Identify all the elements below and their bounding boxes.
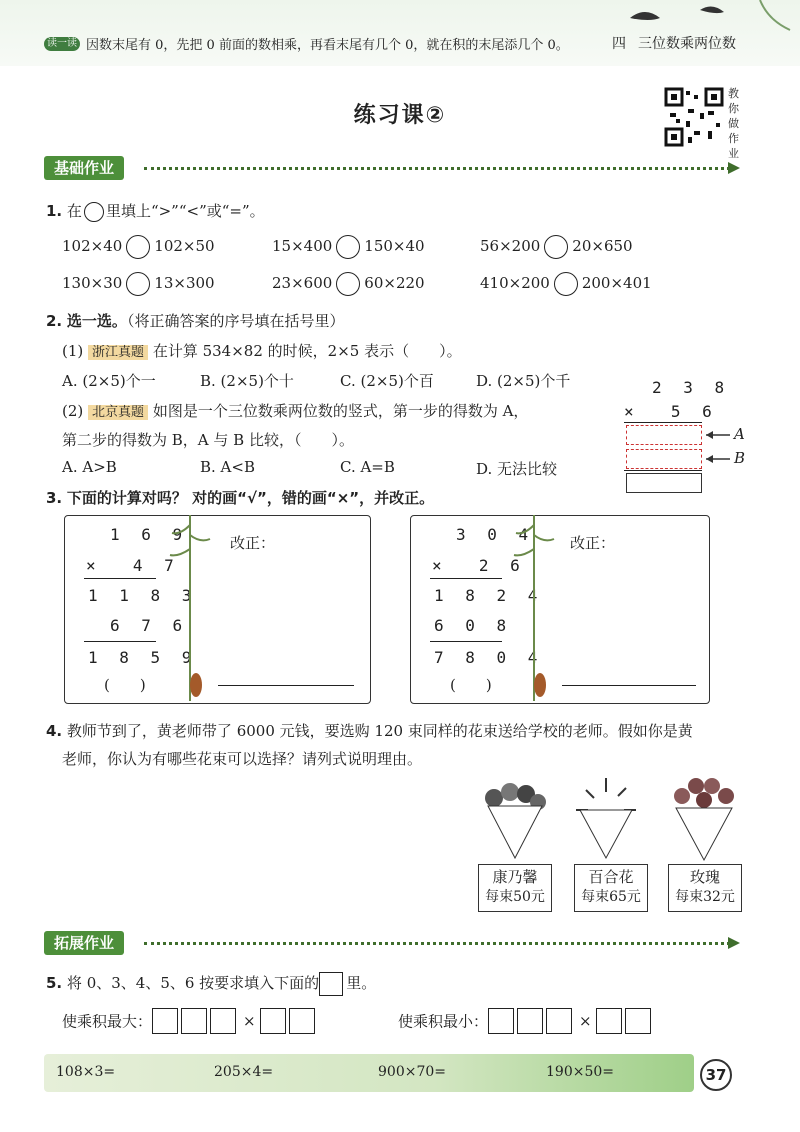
footer-exercise: 900×70=: [378, 1064, 446, 1080]
q2-number: 2.: [46, 312, 63, 330]
q1-item: [480, 272, 652, 296]
lesson-title: 练习课②: [353, 103, 447, 128]
q4-text: 教师节到了，黄老师带了 6000 元钱，要选购 120 束同样的花束送给学校的老师。假如你是黄: [66, 722, 693, 740]
carnation-bouquet-icon: [480, 778, 550, 862]
q1-item: [272, 272, 425, 296]
footer-exercise: 108×3=: [56, 1064, 116, 1080]
q2-part2-text: 如图是一个三位数乘两位数的竖式，第一步的得数为 A，: [152, 402, 529, 420]
diagram-box-sum: [626, 473, 702, 493]
diagram-label-b: B: [734, 449, 746, 467]
arrow-left-icon: [702, 426, 732, 470]
circle-icon: [84, 202, 104, 222]
q1-left: 410×200: [480, 274, 550, 292]
diagram-label-a: A: [734, 425, 745, 443]
q2-part2-option[interactable]: A. A>B: [62, 458, 117, 476]
square-icon: [319, 972, 343, 996]
flower-price: 每束65元: [581, 889, 641, 905]
q1-number: 1.: [46, 202, 63, 220]
times-icon: ×: [243, 1012, 256, 1030]
arrow-icon: [728, 162, 740, 174]
q5-number: 5.: [46, 974, 63, 992]
q2-part1-tag: 浙江真题: [88, 345, 148, 360]
q2-part2-option[interactable]: D. 无法比较: [476, 460, 558, 478]
q2-part1-option[interactable]: B. (2×5)个十: [200, 372, 294, 390]
qr-label: 教你做作业: [728, 87, 739, 160]
q2-part1-option[interactable]: C. (2×5)个百: [340, 372, 434, 390]
answer-circle[interactable]: [336, 272, 360, 296]
digit-box[interactable]: [596, 1008, 622, 1034]
calc-rule: [430, 578, 502, 579]
times-icon: ×: [579, 1012, 592, 1030]
diagram-rule: [624, 470, 702, 471]
q1-right: 13×300: [154, 274, 215, 292]
q1-item: [62, 272, 215, 296]
calc-line: × 2 6: [432, 556, 526, 575]
q1-left: 23×600: [272, 274, 333, 292]
digit-box[interactable]: [260, 1008, 286, 1034]
q4-number: 4.: [46, 722, 63, 740]
q1-prompt-b: 里填上“>”“<”或“=”。: [105, 202, 265, 220]
q2-title: 选一选。: [66, 312, 127, 330]
flower-card: [574, 864, 648, 912]
q2-part1-option[interactable]: D. (2×5)个千: [476, 372, 571, 390]
calc-line: 1 6 9: [110, 525, 189, 544]
q1-right: 200×401: [581, 274, 652, 292]
flower-name: 百合花: [588, 868, 634, 886]
q3-text: 下面的计算对吗？ 对的画“√”，错的画“×”，并改正。: [66, 489, 435, 507]
q3-prompt: [46, 487, 434, 508]
answer-circle[interactable]: [544, 235, 568, 259]
digit-box[interactable]: [517, 1008, 543, 1034]
fix-answer-line[interactable]: [218, 685, 354, 686]
arrow-icon: [728, 937, 740, 949]
q2-note: （将正确答案的序号填在括号里）: [126, 312, 345, 330]
max-label: 使乘积最大：: [62, 1012, 153, 1031]
section-divider: [144, 942, 730, 945]
flower-price: 每束50元: [485, 889, 545, 905]
digit-box[interactable]: [289, 1008, 315, 1034]
q2-part2-option[interactable]: C. A=B: [340, 458, 395, 476]
q5-min-row: [398, 1008, 654, 1034]
unit-number: 四: [612, 36, 626, 52]
digit-box[interactable]: [488, 1008, 514, 1034]
q2-part1-option[interactable]: A. (2×5)个一: [62, 372, 156, 390]
footer-exercise: 205×4=: [214, 1064, 274, 1080]
flower-name: 康乃馨: [492, 868, 538, 886]
judge-paren[interactable]: ( ): [104, 676, 146, 694]
qr-code-icon[interactable]: [664, 87, 724, 147]
q1-left: 102×40: [62, 237, 123, 255]
rose-bouquet-icon: [668, 774, 738, 864]
q5-text-b: 里。: [346, 974, 377, 992]
digit-box[interactable]: [152, 1008, 178, 1034]
q2-part2-option[interactable]: B. A<B: [200, 458, 255, 476]
judge-paren[interactable]: ( ): [450, 676, 492, 694]
q1-prompt: [46, 200, 265, 222]
answer-circle[interactable]: [336, 235, 360, 259]
flower-card: [478, 864, 552, 912]
q1-left: 130×30: [62, 274, 123, 292]
section-basic-tag: 基础作业: [44, 156, 124, 180]
answer-circle[interactable]: [126, 235, 150, 259]
digit-box[interactable]: [181, 1008, 207, 1034]
fix-label: 改正：: [230, 534, 276, 552]
calc-line: 1 1 8 3: [88, 586, 198, 605]
q2-heading: [46, 310, 344, 331]
header-tip: 因数末尾有 0，先把 0 前面的数相乘，再看末尾有几个 0，就在积的末尾添几个 0。: [86, 38, 569, 53]
q2-part1-number: (1): [62, 342, 84, 360]
q4-text-2: 老师，你认为有哪些花束可以选择？请列式说明理由。: [62, 750, 423, 768]
fix-label: 改正：: [570, 534, 616, 552]
q1-item: [62, 235, 215, 259]
q3-number: 3.: [46, 489, 63, 507]
flower-price: 每束32元: [675, 889, 735, 905]
q2-part2-tag: 北京真题: [88, 405, 148, 420]
q2-part2-text-2: 第二步的得数为 B，A 与 B 比较，（ ）。: [62, 431, 354, 449]
calc-rule: [84, 641, 156, 642]
diagram-multiplier: × 5 6: [624, 402, 718, 421]
read-badge: 读一读: [44, 37, 80, 51]
q1-left: 56×200: [480, 237, 541, 255]
min-label: 使乘积最小：: [398, 1012, 489, 1031]
digit-box[interactable]: [625, 1008, 651, 1034]
bird-decoration-icon: [610, 0, 800, 40]
q2-part1-text: 在计算 534×82 的时候，2×5 表示（ ）。: [152, 342, 462, 360]
calc-line: 1 8 2 4: [434, 586, 544, 605]
q4-line1: [46, 720, 693, 741]
calc-line: 3 0 4: [456, 525, 535, 544]
footer-exercise: 190×50=: [546, 1064, 614, 1080]
section-divider: [144, 167, 730, 170]
unit-name: 三位数乘两位数: [638, 36, 736, 52]
calc-line: 7 8 0 4: [434, 648, 544, 667]
calc-line: 6 0 8: [434, 616, 513, 635]
diagram-rule: [624, 422, 702, 423]
q1-right: 150×40: [364, 237, 425, 255]
fix-answer-line[interactable]: [562, 685, 696, 686]
lily-bouquet-icon: [566, 770, 646, 862]
calc-line: 6 7 6: [110, 616, 189, 635]
q2-part1: [62, 340, 462, 361]
diagram-box-a: [626, 425, 702, 445]
calc-line: × 4 7: [86, 556, 180, 575]
q2-part2-number: (2): [62, 402, 84, 420]
diagram-multiplicand: 2 3 8: [652, 378, 731, 397]
q2-part2: [62, 400, 528, 421]
q5-max-row: [62, 1008, 318, 1034]
q1-item: [480, 235, 633, 259]
answer-circle[interactable]: [126, 272, 150, 296]
q1-right: 60×220: [364, 274, 425, 292]
answer-circle[interactable]: [554, 272, 578, 296]
willow-tree-icon: [512, 515, 562, 701]
q5-prompt: [46, 972, 376, 996]
page-number: 37: [700, 1059, 732, 1091]
flower-name: 玫瑰: [689, 868, 720, 886]
q5-text-a: 将 0、3、4、5、6 按要求填入下面的: [66, 974, 320, 992]
digit-box[interactable]: [546, 1008, 572, 1034]
calc-line: 1 8 5 9: [88, 648, 198, 667]
q1-item: [272, 235, 425, 259]
q1-left: 15×400: [272, 237, 333, 255]
calc-rule: [430, 641, 502, 642]
q1-right: 102×50: [154, 237, 215, 255]
q1-right: 20×650: [572, 237, 633, 255]
willow-tree-icon: [168, 515, 218, 701]
digit-box[interactable]: [210, 1008, 236, 1034]
diagram-box-b: [626, 449, 702, 469]
q1-prompt-a: 在: [66, 202, 82, 220]
section-extend-tag: 拓展作业: [44, 931, 124, 955]
calc-rule: [84, 578, 156, 579]
flower-card: [668, 864, 742, 912]
